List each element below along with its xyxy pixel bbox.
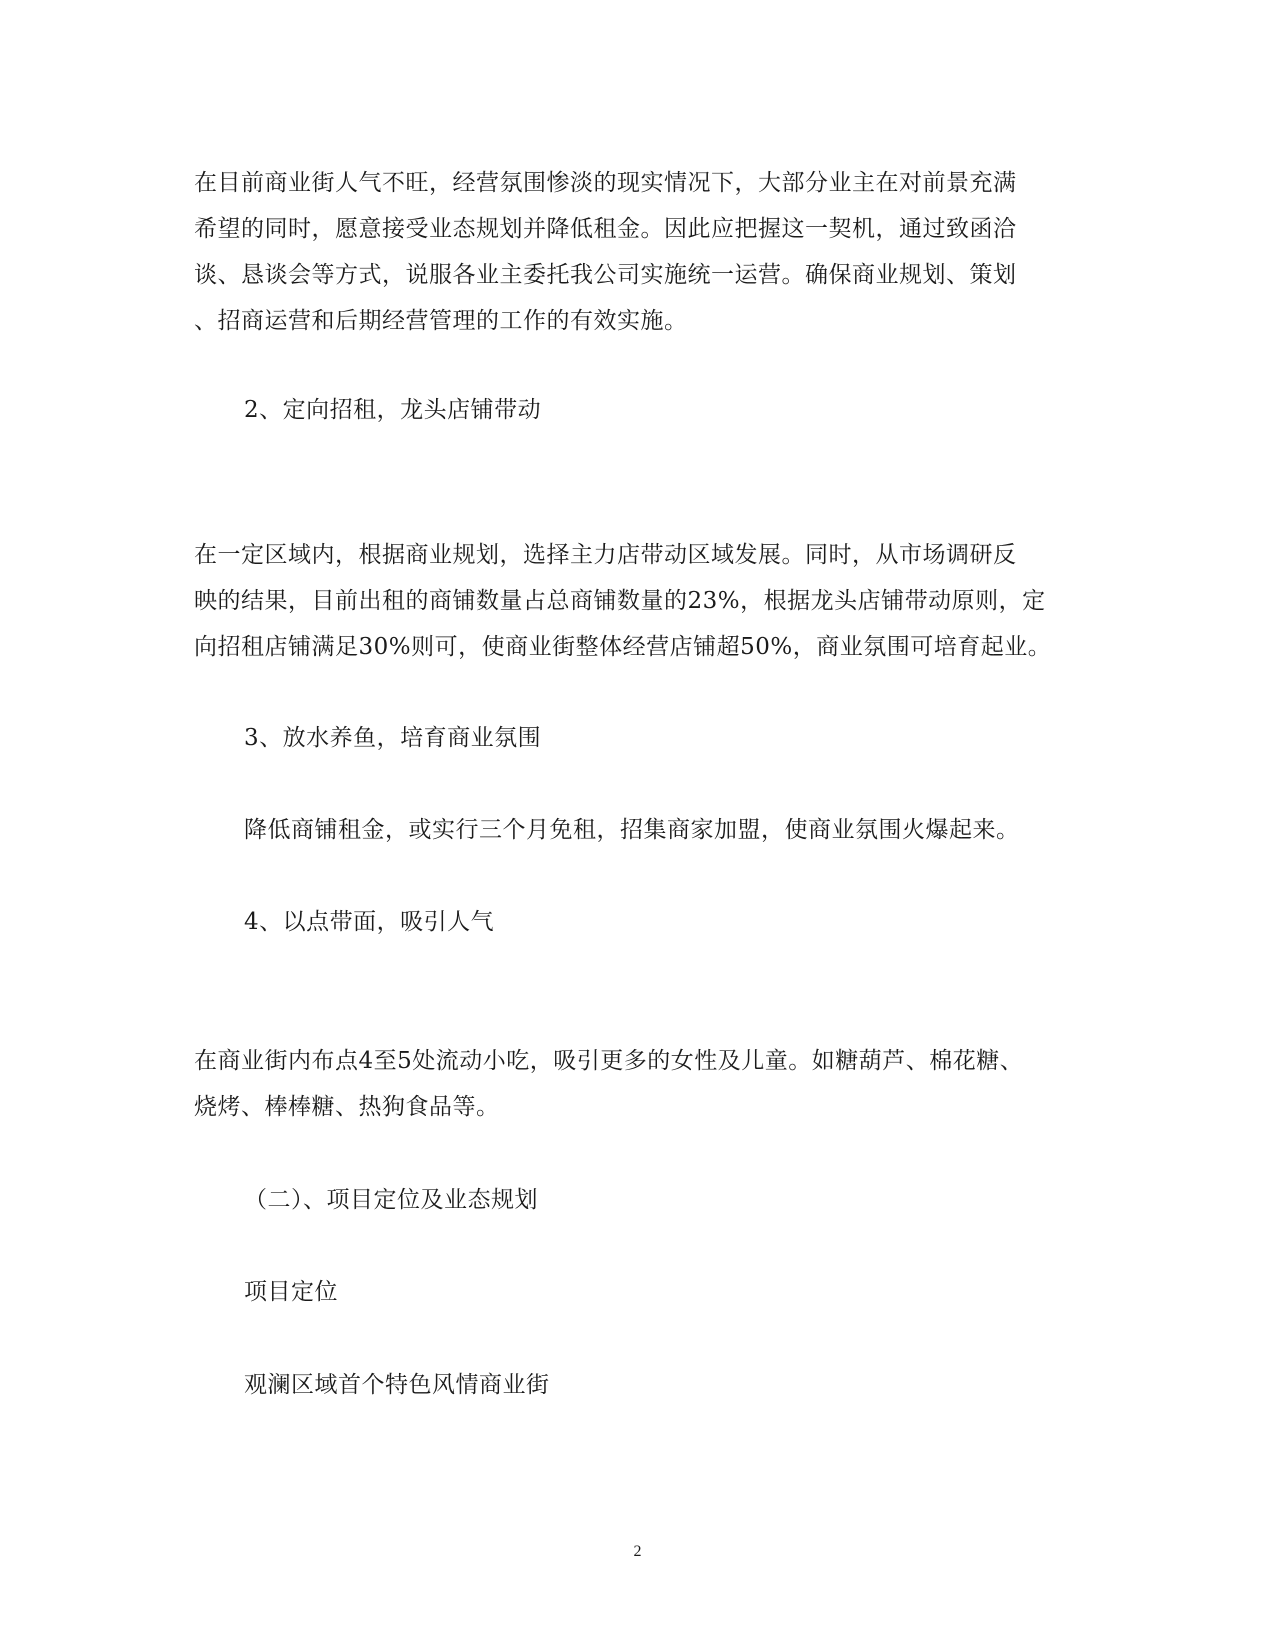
section-heading-3: 3、放水养鱼，培育商业氛围 — [244, 725, 542, 751]
text-line: 在一定区域内，根据商业规划，选择主力店带动区域发展。同时，从市场调研反 — [194, 542, 1017, 568]
text-line: 希望的同时，愿意接受业态规划并降低租金。因此应把握这一契机，通过致函洽 — [194, 216, 1017, 242]
text-line: 、招商运营和后期经营管理的工作的有效实施。 — [194, 308, 688, 334]
text-line: 烧烤、棒棒糖、热狗食品等。 — [194, 1094, 500, 1120]
paragraph-snack-stalls — [194, 1038, 1084, 1130]
section-heading-4: 4、以点带面，吸引人气 — [244, 909, 495, 935]
text-line: 在目前商业街人气不旺，经营氛围惨淡的现实情况下，大部分业主在对前景充满 — [194, 170, 1017, 196]
section-heading-positioning: （二）、项目定位及业态规划 — [244, 1187, 538, 1213]
text-line: 映的结果，目前出租的商铺数量占总商铺数量的23%，根据龙头店铺带动原则，定 — [194, 588, 1046, 614]
subheading-project-positioning: 项目定位 — [244, 1279, 338, 1305]
paragraph-intro — [194, 160, 1084, 344]
paragraph-targeted-leasing — [194, 532, 1084, 670]
section-heading-2: 2、定向招租，龙头店铺带动 — [244, 397, 542, 423]
text-line: 在商业街内布点4至5处流动小吃，吸引更多的女性及儿童。如糖葫芦、棉花糖、 — [194, 1048, 1024, 1074]
text-line: 向招租店铺满足30%则可，使商业街整体经营店铺超50%，商业氛围可培育起业。 — [194, 634, 1052, 660]
page-number: 2 — [633, 1543, 642, 1560]
text-line: 谈、恳谈会等方式，说服各业主委托我公司实施统一运营。确保商业规划、策划 — [194, 262, 1017, 288]
paragraph-positioning-statement: 观澜区域首个特色风情商业街 — [244, 1372, 550, 1398]
paragraph-rent-reduction: 降低商铺租金，或实行三个月免租，招集商家加盟，使商业氛围火爆起来。 — [244, 817, 1020, 843]
